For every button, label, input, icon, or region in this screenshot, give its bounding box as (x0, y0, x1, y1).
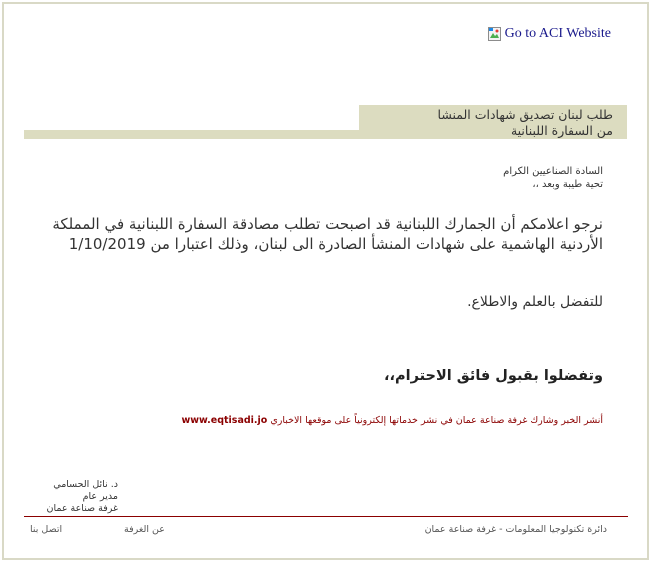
footer-about-link[interactable]: عن الغرفة (124, 524, 165, 535)
share-line (133, 414, 603, 427)
aci-website-logo-link[interactable] (488, 26, 611, 42)
signature-block (28, 479, 118, 515)
footer-department: دائرة تكنولوجيا المعلومات - غرفة صناعة عمان (424, 524, 607, 535)
subject-title (359, 105, 627, 139)
salutation-line-2: تحية طيبة وبعد ،، (532, 179, 603, 190)
logo-alt-text[interactable]: Go to ACI Website (504, 26, 611, 41)
email-frame (2, 2, 649, 560)
signature-name: د. نائل الحسامي (53, 479, 118, 490)
signature-title: مدير عام (82, 491, 118, 502)
footer-divider (24, 516, 628, 517)
signature-org: غرفة صناعة عمان (46, 503, 118, 514)
footer-contact-link[interactable]: اتصل بنا (30, 524, 63, 535)
thanks-line: للتفضل بالعلم والاطلاع. (467, 294, 603, 310)
closing-line: وتفضلوا بقبول فائق الاحترام،، (383, 368, 603, 384)
broken-image-icon (488, 27, 502, 41)
share-text: أنشر الخبر وشارك غرفة صناعة عمان في نشر خدماتها إلكترونياً على موقعها الاخباري (270, 415, 603, 426)
salutation-line-1: السادة الصناعيين الكرام (503, 166, 603, 177)
body-paragraph: نرجو اعلامكم أن الجمارك اللبنانية قد اصبحت تطلب مصادقة السفارة اللبنانية في المملكة الأردنية الهاشمية على شهادات المنشأ الصادرة الى لبنان، وذلك اعتبارا من 1/10/2019 (52, 215, 603, 253)
subject-band (24, 105, 627, 140)
subject-line-2: من السفارة اللبنانية (510, 123, 613, 138)
eqtisadi-link[interactable]: www.eqtisadi.jo (181, 415, 268, 426)
salutation (203, 165, 603, 191)
subject-line-1: طلب لبنان تصديق شهادات المنشا (437, 107, 613, 122)
